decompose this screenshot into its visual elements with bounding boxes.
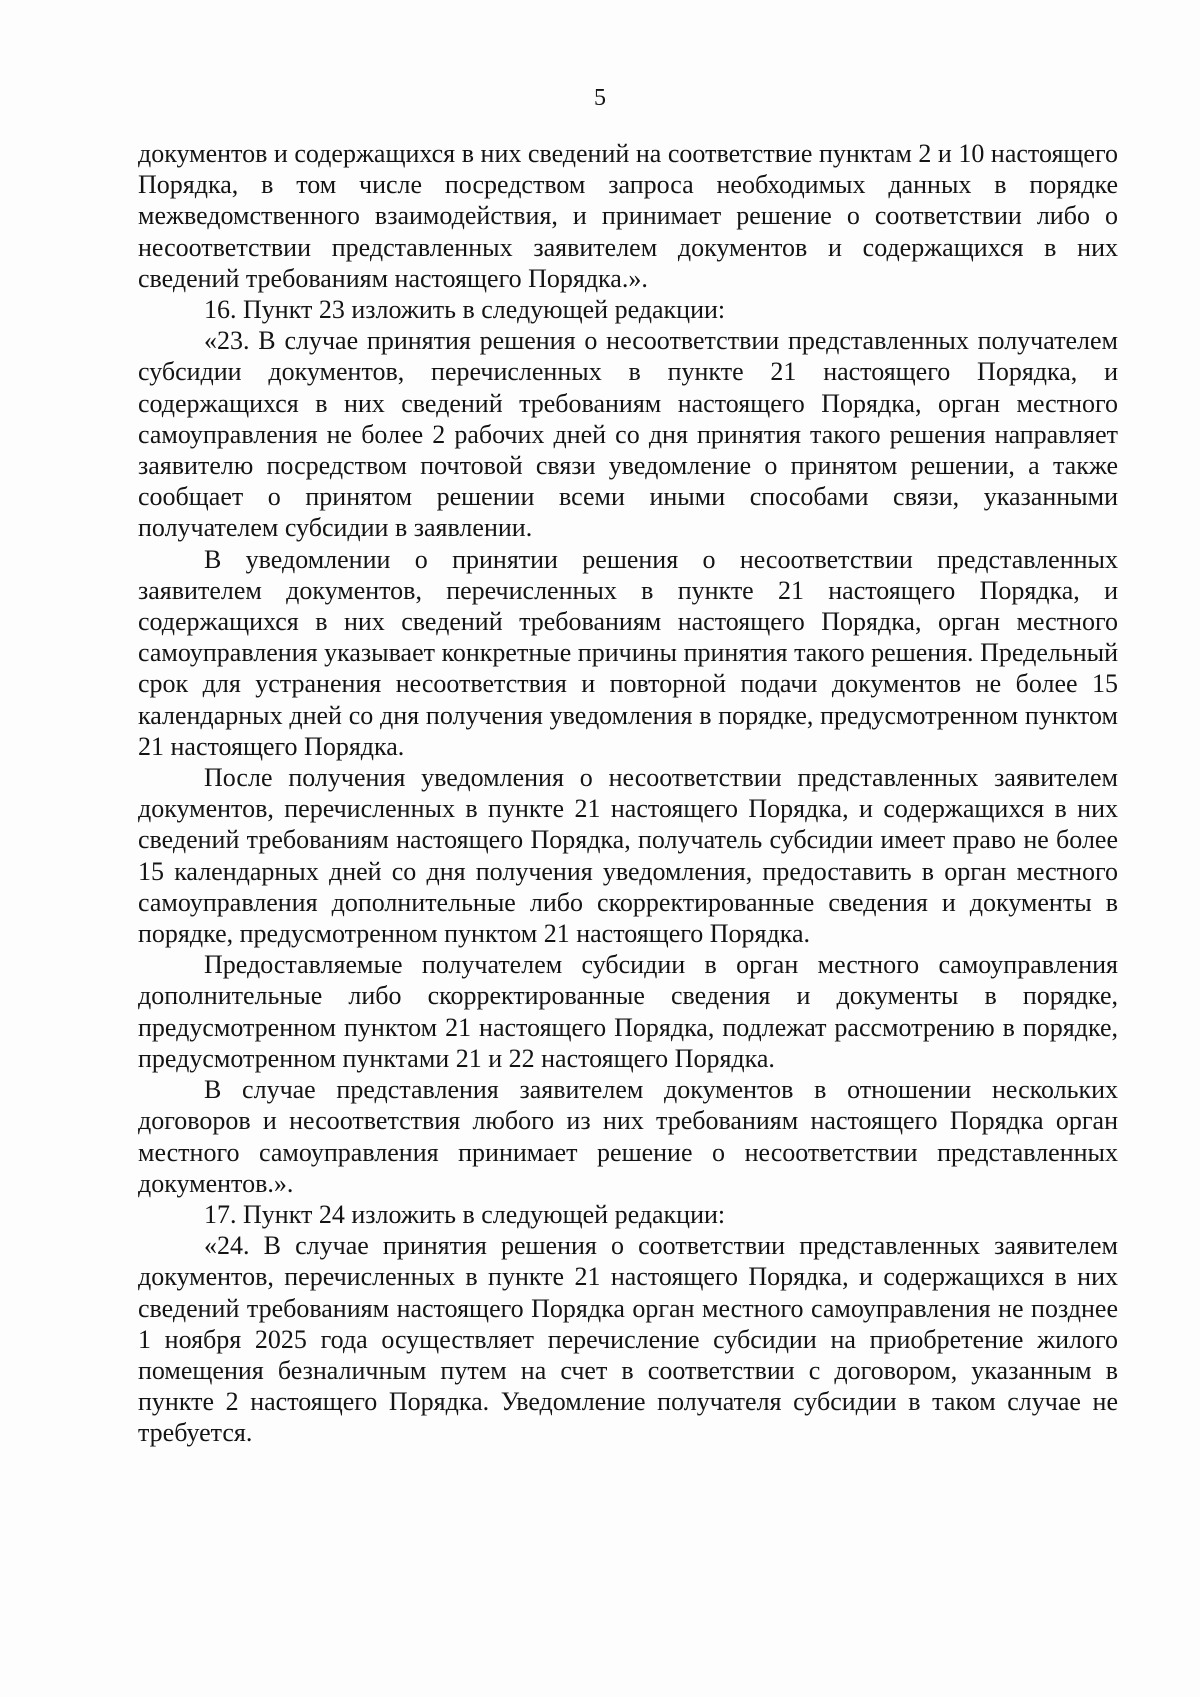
document-body [138, 138, 1118, 1449]
paragraph-clause-24: «24. В случае принятия решения о соответствии представленных заявителем документов, перечисленных в пункте 21 настоящего Порядка, и содержащихся в них сведений требованиям настоящего Порядка орган местного самоуправления не позднее 1 ноября 2025 года осуществляет перечисление субсидии на приобретение жилого помещения безналичным путем на счет в соответствии с договором, указанным в пункте 2 настоящего Порядка. Уведомление получателя субсидии в таком случае не требуется. [138, 1231, 1118, 1448]
paragraph-provided: Предоставляемые получателем субсидии в орган местного самоуправления дополнительные либо скорректированные сведения и документы в порядке, предусмотренном пунктом 21 настоящего Порядка, подлежат рассмотрению в порядке, предусмотренном пунктами 21 и 22 настоящего Порядка. [138, 950, 1118, 1073]
page-number: 5 [594, 85, 606, 111]
paragraph-several-contracts: В случае представления заявителем документов в отношении нескольких договоров и несоответствия любого из них требованиям настоящего Порядка орган местного самоуправления принимает решение о несоответствии представленных документов.». [138, 1075, 1118, 1198]
paragraph-item-17: 17. Пункт 24 изложить в следующей редакции: [204, 1199, 726, 1229]
paragraph-notification: В уведомлении о принятии решения о несоответствии представленных заявителем документов, перечисленных в пункте 21 настоящего Порядка, и содержащихся в них сведений требованиям настоящего Порядка, орган местного самоуправления указывает конкретные причины принятия такого решения. Предельный срок для устранения несоответствия и повторной подачи документов не более 15 календарных дней со дня получения уведомления в порядке, предусмотренном пунктом 21 настоящего Порядка. [138, 544, 1118, 761]
paragraph-continuation: документов и содержащихся в них сведений на соответствие пунктам 2 и 10 настоящего Порядка, в том числе посредством запроса необходимых данных в порядке межведомственного взаимодействия, и принимает решение о соответствии либо о несоответствии представленных заявителем документов и содержащихся в них сведений требованиям настоящего Порядка.». [138, 139, 1118, 293]
paragraph-after-receipt: После получения уведомления о несоответствии представленных заявителем документов, перечисленных в пункте 21 настоящего Порядка, и содержащихся в них сведений требованиям настоящего Порядка, получатель субсидии имеет право не более 15 календарных дней со дня получения уведомления, предоставить в орган местного самоуправления дополнительные либо скорректированные сведения и документы в порядке, предусмотренном пунктом 21 настоящего Порядка. [138, 763, 1118, 949]
paragraph-clause-23: «23. В случае принятия решения о несоответствии представленных получателем субсидии документов, перечисленных в пункте 21 настоящего Порядка, и содержащихся в них сведений требованиям настоящего Порядка, орган местного самоуправления не более 2 рабочих дней со дня принятия такого решения направляет заявителю посредством почтовой связи уведомление о принятом решении, а также сообщает о принятом решении всеми иными способами связи, указанными получателем субсидии в заявлении. [138, 326, 1118, 543]
paragraph-item-16: 16. Пункт 23 изложить в следующей редакции: [204, 295, 726, 325]
